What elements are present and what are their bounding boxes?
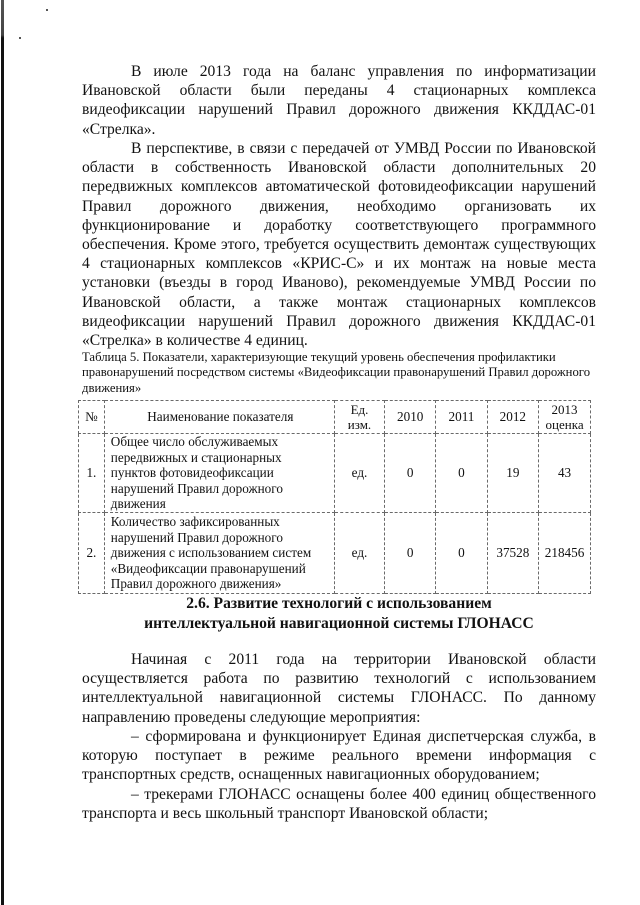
- cell-2011: 0: [436, 434, 487, 513]
- header-unit-line2: изм.: [347, 417, 372, 432]
- cell-2013: 43: [539, 434, 591, 513]
- header-num: №: [79, 401, 105, 434]
- cell-2010: 0: [385, 434, 436, 513]
- section-heading: [82, 594, 596, 633]
- header-unit-line1: Ед.: [350, 402, 369, 417]
- indicators-table: [78, 400, 591, 594]
- cell-2012: 37528: [487, 512, 539, 593]
- cell-unit: ед.: [334, 512, 384, 593]
- cell-2011: 0: [436, 512, 487, 593]
- cell-2010: 0: [385, 512, 436, 593]
- header-2013: [539, 401, 591, 434]
- scan-speck: [19, 37, 21, 39]
- bullet-item: – трекерами ГЛОНАСС оснащены более 400 единиц общественного транспорта и весь школьный транспорт Ивановской области;: [82, 786, 596, 823]
- cell-unit: ед.: [334, 434, 384, 513]
- cell-2013: 218456: [539, 512, 591, 593]
- scan-edge-shadow: [1, 0, 4, 905]
- cell-name: Количество зафиксированных нарушений Правил дорожного движения с использованием систем «Видеофиксации правонарушений Правил дорожного движения»: [104, 512, 334, 593]
- cell-name: Общее число обслуживаемых передвижных и стационарных пунктов фотовидеофиксации нарушений Правил дорожного движения: [104, 434, 334, 513]
- section-heading-line1: 2.6. Развитие технологий с использованием: [186, 595, 492, 612]
- bullet-item: – сформирована и функционирует Единая диспетчерская служба, в которую поступает в режиме реального времени информация с транспортных средств, оснащенных навигационных оборудованием;: [82, 728, 596, 784]
- header-name: Наименование показателя: [104, 401, 334, 434]
- header-2012: 2012: [487, 401, 539, 434]
- section-heading-line2: интеллектуальной навигационной системы ГЛОНАСС: [144, 614, 534, 632]
- header-unit: [334, 401, 384, 434]
- cell-2012: 19: [487, 434, 539, 513]
- header-2011: 2011: [436, 401, 487, 434]
- paragraph-glonass: Начиная с 2011 года на территории Ивановской области осуществляется работа по развитию технологий с использованием интеллектуальной навигационной системы ГЛОНАСС. По данному направлению проведены следующие мероприятия:: [82, 651, 596, 726]
- header-2010: 2010: [385, 401, 436, 434]
- cell-num: 2.: [79, 512, 105, 593]
- paragraph-intro: В июле 2013 года на баланс управления по информатизации Ивановской области были переданы 4 стационарных комплекса видеофиксации нарушений Правил дорожного движения ККДДАС-01 «Стрелка».: [82, 63, 596, 138]
- table-caption: Таблица 5. Показатели, характеризующие текущий уровень обеспечения профилактики правонарушений посредством системы «Видеофиксации правонарушений Правил дорожного движения»: [82, 350, 591, 395]
- table-row: [79, 512, 591, 593]
- scan-speck: [46, 9, 48, 11]
- header-2013-line2: оценка: [545, 417, 584, 432]
- header-2013-line1: 2013: [551, 402, 578, 417]
- cell-num: 1.: [79, 434, 105, 513]
- table-header-row: [79, 401, 591, 434]
- paragraph-perspective: В перспективе, в связи с передачей от УМВД России по Ивановской области в собственность Ивановской области дополнительных 20 передвижных комплексов автоматической фотовидеофиксации нарушений Правил дорожного движения, необходимо организовать их функционирование и доработку соответствующего программного обеспечения. Кроме этого, требуется осуществить демонтаж существующих 4 стационарных комплексов «КРИС-С» и их монтаж на новые места установки (въезды в город Иваново), рекомендуемые УМВД России по Ивановской области, а также монтаж стационарных комплексов видеофиксации нарушений Правил дорожного движения ККДДАС-01 «Стрелка» в количестве 4 единиц.: [82, 140, 596, 350]
- table-row: [79, 434, 591, 513]
